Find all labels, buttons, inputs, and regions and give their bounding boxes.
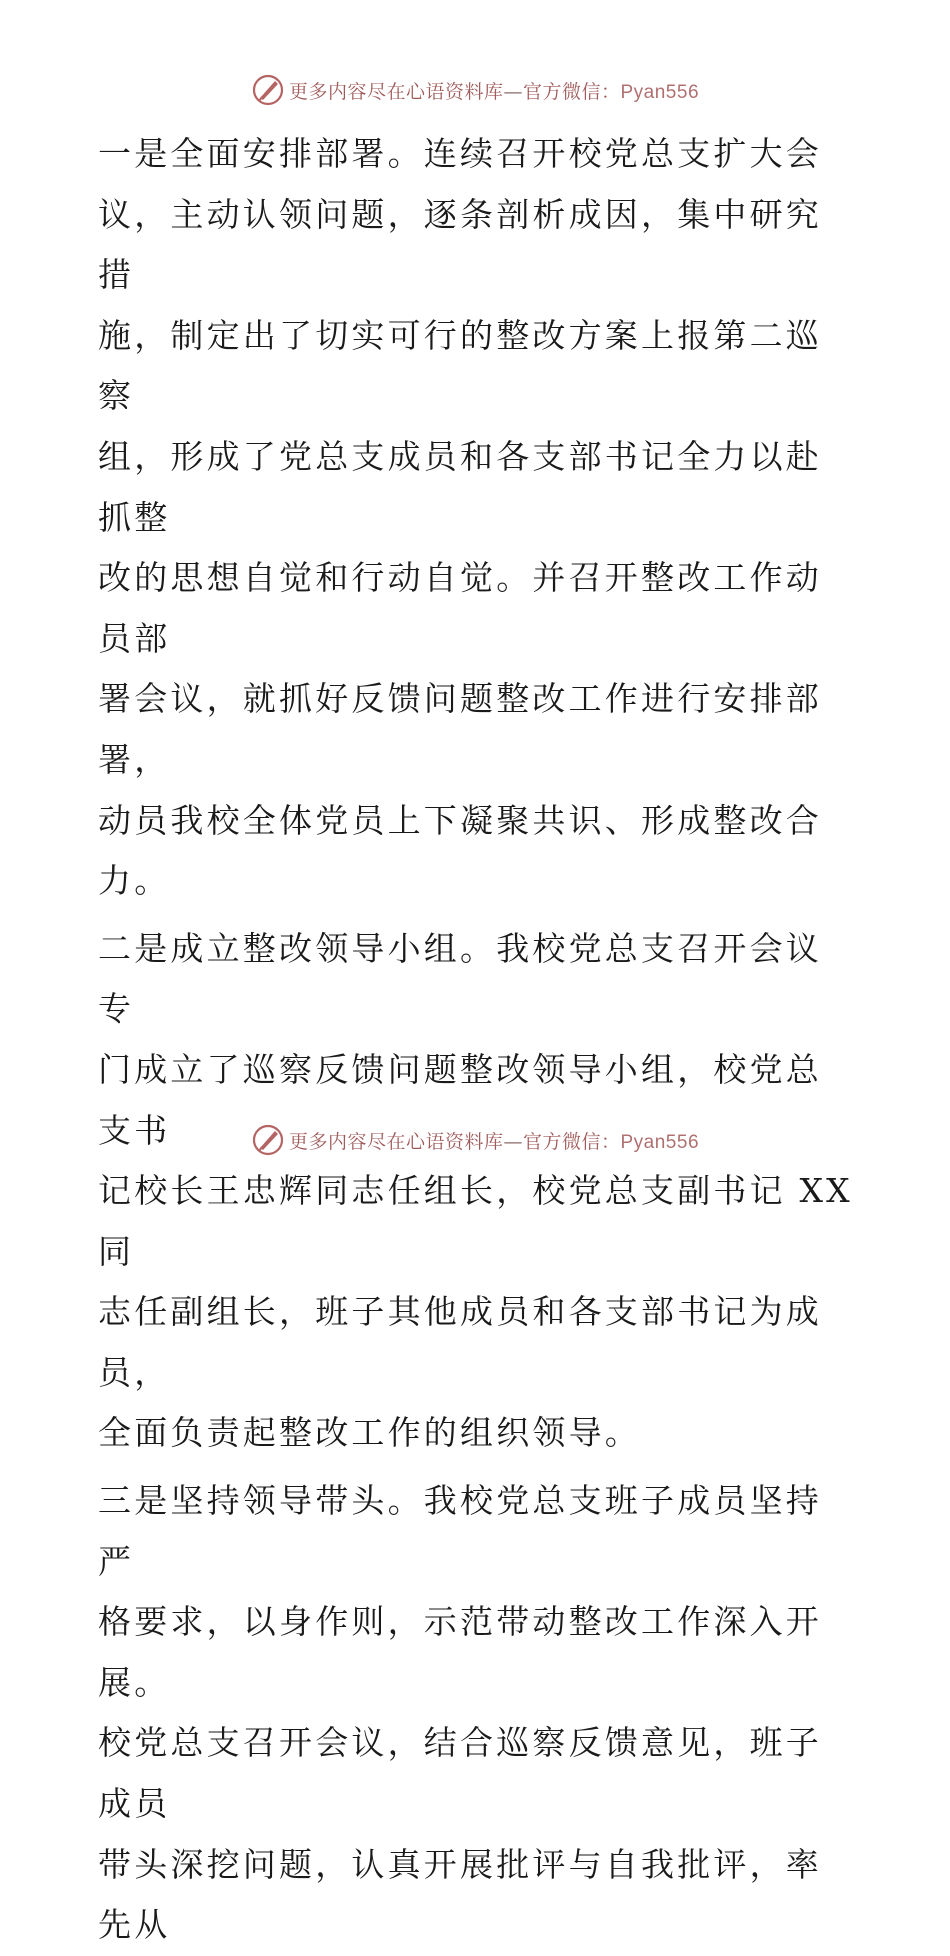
text-line: 三是坚持领导带头。我校党总支班子成员坚持严: [98, 1481, 822, 1581]
text-line: 议，主动认领问题，逐条剖析成因，集中研究措: [98, 194, 822, 295]
header-wechat-label: 官方微信：: [522, 80, 621, 103]
footer-site-name: 更多内容尽在心语资料库: [288, 1130, 504, 1153]
text-line: 志任副组长，班子其他成员和各支部书记为成员，: [98, 1292, 822, 1392]
paragraph-2: [98, 919, 858, 1464]
footer-wechat-id: Pyan556: [620, 1131, 700, 1153]
text-line: 门成立了巡察反馈问题整改领导小组，校党总支书: [98, 1049, 822, 1150]
text-line: 格要求，以身作则，示范带动整改工作深入开展。: [98, 1602, 822, 1702]
text-line: 署会议，就抓好反馈问题整改工作进行安排部署，: [98, 679, 822, 779]
text-line: 二是成立整改领导小组。我校党总支召开会议专: [98, 928, 822, 1029]
text-line: 组，形成了党总支成员和各支部书记全力以赴抓整: [98, 436, 822, 537]
text-line: 改的思想自觉和行动自觉。并召开整改工作动员部: [98, 558, 822, 658]
footer-separator: —: [503, 1130, 523, 1153]
document-body: [98, 124, 858, 1956]
header-separator: —: [503, 80, 523, 103]
paragraph-1: [98, 124, 858, 912]
header-banner-text: [289, 77, 699, 104]
text-line: 一是全面安排部署。连续召开校党总支扩大会: [98, 134, 822, 173]
footer-wechat-label: 官方微信：: [522, 1130, 621, 1153]
text-line: 校党总支召开会议，结合巡察反馈意见，班子成员: [98, 1723, 822, 1824]
quill-pen-logo-icon: [251, 1123, 285, 1157]
header-site-name: 更多内容尽在心语资料库: [288, 80, 504, 103]
footer-banner: [0, 1120, 950, 1160]
text-line: 全面负责起整改工作的组织领导。: [98, 1413, 641, 1453]
header-banner: [0, 70, 950, 110]
quill-pen-logo-icon: [251, 73, 285, 107]
paragraph-3: [98, 1471, 858, 1956]
text-line: 记校长王忠辉同志任组长，校党总支副书记 XX 同: [98, 1171, 853, 1271]
header-wechat-id: Pyan556: [620, 81, 700, 103]
text-line: 施，制定出了切实可行的整改方案上报第二巡察: [98, 315, 822, 416]
text-line: 带头深挖问题，认真开展批评与自我批评，率先从: [98, 1844, 822, 1945]
footer-banner-text: [289, 1127, 699, 1154]
text-line: 动员我校全体党员上下凝聚共识、形成整改合力。: [98, 800, 822, 901]
